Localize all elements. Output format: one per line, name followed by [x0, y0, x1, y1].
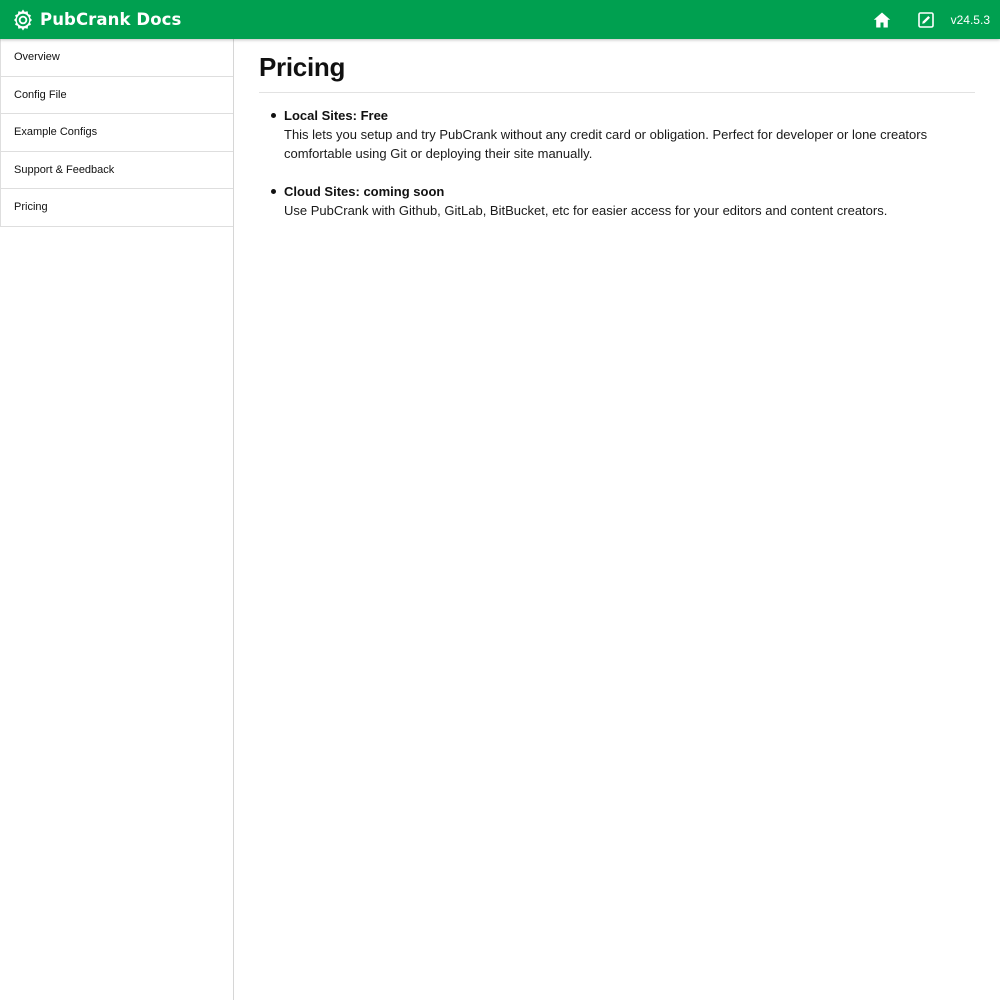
home-icon — [873, 12, 891, 28]
main-content — [259, 39, 975, 239]
sidebar-item-support-feedback[interactable]: Support & Feedback — [0, 152, 233, 190]
list-item — [259, 106, 975, 163]
sidebar-item-example-configs[interactable]: Example Configs — [0, 114, 233, 152]
top-bar — [0, 0, 1000, 39]
sidebar-nav — [0, 39, 234, 1000]
list-item-text: Use PubCrank with Github, GitLab, BitBucket, etc for easier access for your editors and content creators. — [284, 203, 888, 218]
home-button[interactable] — [871, 9, 893, 31]
sidebar-item-pricing[interactable]: Pricing — [0, 189, 233, 227]
list-item-text: This lets you setup and try PubCrank without any credit card or obligation. Perfect for developer or lone creators comfortable using Git or deploying their site manually. — [284, 127, 928, 161]
gear-icon — [11, 8, 35, 32]
page-title: Pricing — [259, 52, 975, 93]
brand-link[interactable] — [11, 8, 181, 32]
sidebar-item-overview[interactable]: Overview — [0, 39, 233, 77]
list-item-title: Local Sites: Free — [284, 108, 389, 123]
pricing-list — [259, 106, 975, 220]
sidebar-item-config-file[interactable]: Config File — [0, 77, 233, 115]
brand-title: PubCrank Docs — [40, 10, 182, 29]
list-item — [259, 182, 975, 220]
bullet-dot — [271, 113, 276, 118]
edit-icon — [918, 12, 934, 28]
bullet-dot — [271, 189, 276, 194]
topbar-actions — [871, 0, 1000, 39]
list-item-title: Cloud Sites: coming soon — [284, 184, 445, 199]
edit-button[interactable] — [915, 9, 937, 31]
version-label: v24.5.3 — [950, 12, 990, 27]
